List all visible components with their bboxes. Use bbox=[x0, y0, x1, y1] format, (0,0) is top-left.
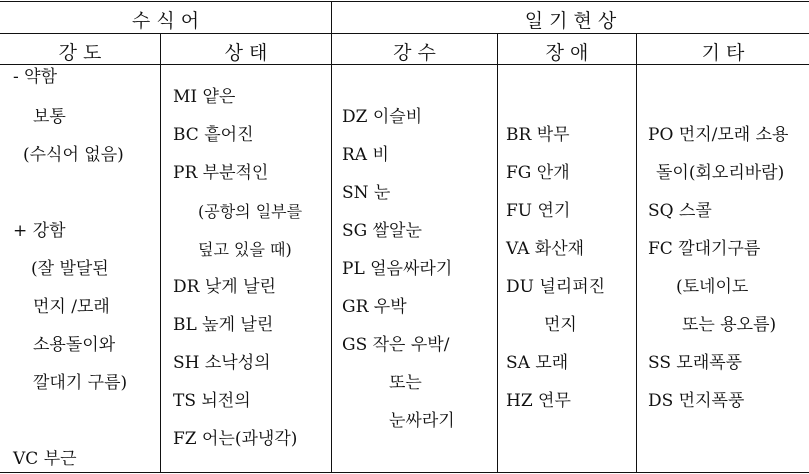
descriptor-pr: PR 부분적인 bbox=[173, 163, 269, 183]
other-po: PO 먼지/모래 소용 bbox=[648, 125, 789, 145]
descriptor-pr-note-2: 덮고 있을 때) bbox=[198, 240, 292, 259]
obsc-du-note: 먼지 bbox=[544, 315, 577, 335]
other-fc-note-1: (토네이도 bbox=[676, 277, 749, 297]
intensity-moderate: 보통 bbox=[33, 107, 66, 127]
column-divider-intensity bbox=[160, 34, 161, 473]
other-fc-note-2: 또는 용오름) bbox=[682, 315, 777, 335]
other-fc: FC 깔대기구름 bbox=[648, 239, 761, 259]
precipitation-header: 강 수 bbox=[393, 42, 436, 64]
intensity-moderate-note: (수식어 없음) bbox=[23, 145, 124, 165]
intensity-light: - 약함 bbox=[13, 67, 57, 87]
obsc-br: BR 박무 bbox=[506, 125, 570, 145]
other-po-note: 돌이(회오리바람) bbox=[656, 163, 785, 183]
obsc-va: VA 화산재 bbox=[506, 239, 585, 259]
precip-sn: SN 눈 bbox=[342, 183, 391, 203]
obsc-fu: FU 연기 bbox=[506, 201, 571, 221]
precip-gs: GS 작은 우박/ bbox=[342, 335, 450, 355]
precip-gs-note-1: 또는 bbox=[389, 373, 422, 393]
intensity-header: 강 도 bbox=[58, 42, 102, 64]
descriptor-fz: FZ 어는(과냉각) bbox=[173, 429, 298, 449]
precip-gr: GR 우박 bbox=[342, 297, 407, 317]
obsc-sa: SA 모래 bbox=[506, 353, 569, 373]
intensity-heavy-note-1: (잘 발달된 bbox=[31, 259, 109, 279]
header-divider bbox=[0, 33, 809, 34]
precip-sg: SG 쌀알눈 bbox=[342, 221, 422, 241]
precip-gs-note-2: 눈싸라기 bbox=[389, 411, 455, 431]
obsc-fg: FG 안개 bbox=[506, 163, 570, 183]
intensity-heavy-note-2: 먼지 /모래 bbox=[33, 297, 110, 317]
column-divider-precipitation bbox=[497, 34, 498, 473]
precip-ra: RA 비 bbox=[342, 145, 389, 165]
descriptor-pr-note-1: (공항의 일부를 bbox=[198, 202, 303, 221]
descriptor-header: 상 태 bbox=[224, 42, 268, 64]
intensity-heavy-note-3: 소용돌이와 bbox=[33, 335, 116, 355]
intensity-heavy: + 강함 bbox=[13, 221, 66, 241]
obsc-du: DU 널리퍼진 bbox=[506, 277, 606, 297]
descriptor-mi: MI 얕은 bbox=[173, 87, 236, 107]
other-sq: SQ 스콜 bbox=[648, 201, 712, 221]
descriptor-dr: DR 낮게 날린 bbox=[173, 277, 276, 297]
modifier-header: 수 식 어 bbox=[131, 10, 200, 32]
descriptor-ts: TS 뇌전의 bbox=[173, 391, 251, 411]
descriptor-bl: BL 높게 날린 bbox=[173, 315, 274, 335]
precip-pl: PL 얼음싸라기 bbox=[342, 259, 453, 279]
other-header: 기 타 bbox=[701, 42, 745, 64]
column-divider-obscuration bbox=[636, 34, 637, 473]
bottom-border bbox=[0, 472, 809, 473]
weather-header: 일 기 현 상 bbox=[524, 10, 617, 32]
descriptor-bc: BC 흩어진 bbox=[173, 125, 254, 145]
other-ds: DS 먼지폭풍 bbox=[648, 391, 745, 411]
obsc-hz: HZ 연무 bbox=[506, 391, 571, 411]
obscuration-header: 장 애 bbox=[545, 42, 589, 64]
top-border bbox=[0, 1, 809, 2]
intensity-vicinity: VC 부근 bbox=[13, 449, 77, 469]
precip-dz: DZ 이슬비 bbox=[342, 107, 423, 127]
column-divider-modifier-weather bbox=[331, 1, 332, 473]
descriptor-sh: SH 소낙성의 bbox=[173, 353, 271, 373]
intensity-heavy-note-4: 깔대기 구름) bbox=[33, 373, 128, 393]
other-ss: SS 모래폭풍 bbox=[648, 353, 743, 373]
